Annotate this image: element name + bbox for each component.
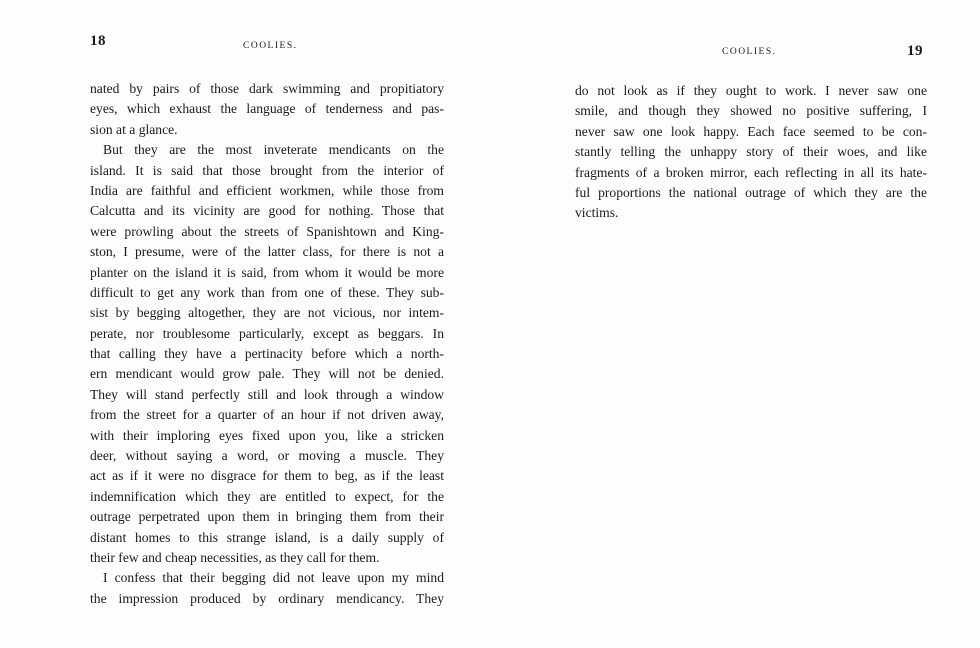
running-head: COOLIES. — [722, 47, 777, 57]
text-line: that calling they have a pertinacity before which a north- — [90, 346, 444, 362]
text-line: planter on the island it is said, from whom it would be more — [90, 264, 444, 280]
page-number: 19 — [907, 43, 923, 59]
text-line: indemnification which they are entitled to expect, for the — [90, 488, 444, 504]
page-number: 18 — [90, 33, 106, 49]
text-line: eyes, which exhaust the language of tenderness and pas- — [90, 101, 444, 117]
text-line: ful proportions the national outrage of which they are the — [575, 184, 927, 200]
text-line: never saw one look happy. Each face seemed to be con- — [575, 123, 927, 139]
text-line: sion at a glance. — [90, 121, 178, 137]
text-line: Calcutta and its vicinity are good for nothing. Those that — [90, 203, 444, 219]
text-line: But they are the most inveterate mendicants on the — [103, 142, 444, 158]
right-page — [490, 0, 980, 648]
text-line: I confess that their begging did not leave upon my mind — [103, 570, 444, 586]
running-head: COOLIES. — [243, 41, 298, 51]
text-line: from the street for a quarter of an hour if not driven away, — [90, 407, 444, 423]
text-line: victims. — [575, 205, 619, 221]
text-line: ston, I presume, were of the latter class, for there is not a — [90, 244, 444, 260]
text-line: deer, without saying a word, or moving a muscle. They — [90, 448, 444, 464]
text-line: outrage perpetrated upon them in bringing them from their — [90, 509, 444, 525]
text-line: their few and cheap necessities, as they call for them. — [90, 549, 380, 565]
text-line: India are faithful and efficient workmen, while those from — [90, 182, 444, 198]
text-line: fragments of a broken mirror, each reflecting in all its hate- — [575, 164, 927, 180]
text-line: perate, nor troublesome particularly, except as beggars. In — [90, 325, 444, 341]
text-line: the impression produced by ordinary mendicancy. They — [90, 590, 444, 606]
text-line: distant homes to this strange island, is a daily supply of — [90, 529, 444, 545]
text-line: They will stand perfectly still and look through a window — [90, 386, 444, 402]
text-line: stantly telling the unhappy story of their woes, and like — [575, 144, 927, 160]
text-line: nated by pairs of those dark swimming and propitiatory — [90, 81, 444, 96]
text-line: difficult to get any work than from one of these. They sub- — [90, 284, 444, 300]
text-line: with their imploring eyes fixed upon you, like a stricken — [90, 427, 444, 443]
text-line: smile, and though they showed no positive suffering, I — [575, 103, 927, 119]
body-text — [90, 79, 444, 609]
text-line: act as if it were no disgrace for them to beg, as if the least — [90, 468, 444, 484]
text-line: do not look as if they ought to work. I never saw one — [575, 83, 927, 98]
text-line: sist by begging altogether, they are not vicious, nor intem- — [90, 305, 444, 321]
text-line: island. It is said that those brought from the interior of — [90, 162, 444, 178]
text-line: ern mendicant would grow pale. They will not be denied. — [90, 366, 444, 382]
text-line: were prowling about the streets of Spanishtown and King- — [90, 223, 444, 239]
body-text — [575, 81, 927, 224]
